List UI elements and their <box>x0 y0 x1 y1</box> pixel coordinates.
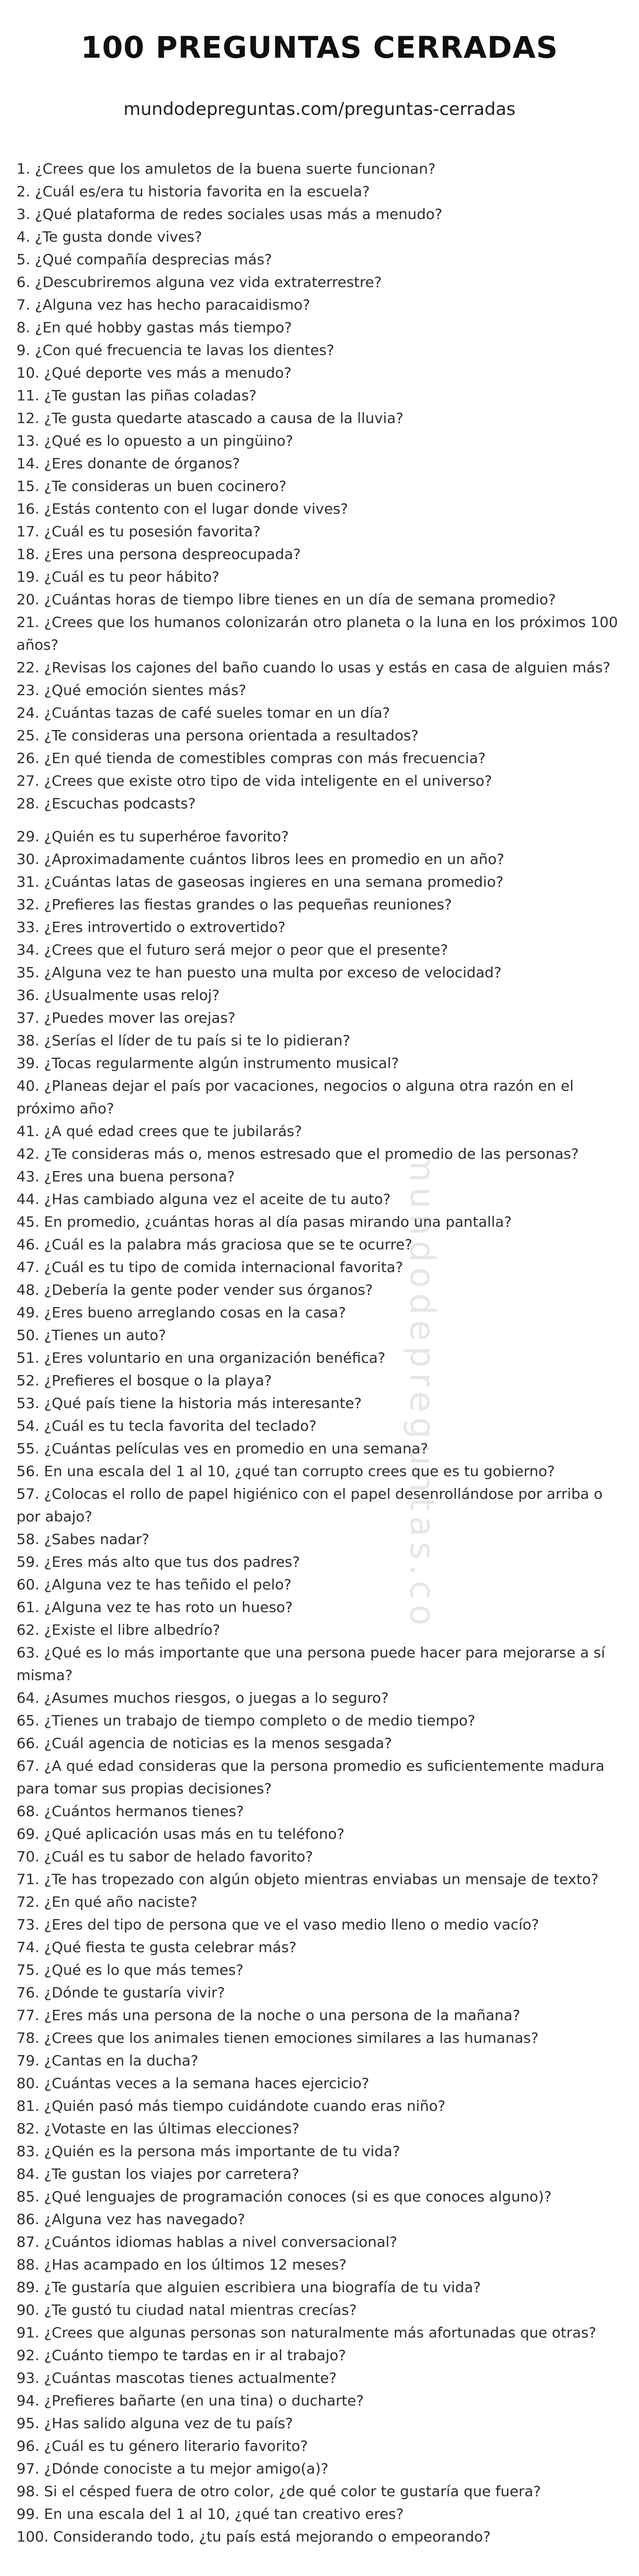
question-item: 90. ¿Te gustó tu ciudad natal mientras crecías? <box>16 2301 357 2318</box>
question-item: 6. ¿Descubriremos alguna vez vida extraterrestre? <box>16 274 382 291</box>
question-item: 63. ¿Qué es lo más importante que una persona puede hacer para mejorarse a sí misma? <box>16 1644 606 1684</box>
question-item: 53. ¿Qué país tiene la historia más interesante? <box>16 1395 362 1412</box>
question-item: 5. ¿Qué compañía desprecias más? <box>16 251 272 268</box>
question-item: 38. ¿Serías el líder de tu país si te lo pidieran? <box>16 1032 350 1049</box>
question-item: 8. ¿En qué hobby gastas más tiempo? <box>16 319 292 336</box>
question-item: 50. ¿Tienes un auto? <box>16 1327 166 1344</box>
question-item: 67. ¿A qué edad consideras que la persona promedio es suficientemente madura para tomar sus propias decisiones? <box>16 1757 605 1797</box>
question-item: 15. ¿Te consideras un buen cocinero? <box>16 478 287 495</box>
question-item: 75. ¿Qué es lo que más temes? <box>16 1961 244 1978</box>
question-item: 72. ¿En qué año naciste? <box>16 1893 197 1910</box>
question-item: 86. ¿Alguna vez has navegado? <box>16 2211 245 2228</box>
question-item: 78. ¿Crees que los animales tienen emociones similares a las humanas? <box>16 2029 539 2046</box>
question-item: 84. ¿Te gustan los viajes por carretera? <box>16 2165 299 2182</box>
watermark: mundodepreguntas.co <box>402 1149 442 1631</box>
question-item: 83. ¿Quién es la persona más importante de tu vida? <box>16 2143 400 2160</box>
question-item: 36. ¿Usualmente usas reloj? <box>16 987 220 1004</box>
question-item: 7. ¿Alguna vez has hecho paracaidismo? <box>16 296 311 313</box>
question-item: 48. ¿Debería la gente poder vender sus órganos? <box>16 1281 373 1298</box>
question-item: 85. ¿Qué lenguajes de programación conoces (si es que conoces alguno)? <box>16 2188 552 2205</box>
question-item: 66. ¿Cuál agencia de noticias es la menos sesgada? <box>16 1735 392 1752</box>
question-item: 81. ¿Quién pasó más tiempo cuidándote cuando eras niño? <box>16 2097 446 2114</box>
question-item: 3. ¿Qué plataforma de redes sociales usas más a menudo? <box>16 206 443 223</box>
question-item: 61. ¿Alguna vez te has roto un hueso? <box>16 1599 293 1616</box>
question-item: 33. ¿Eres introvertido o extrovertido? <box>16 919 286 936</box>
question-item: 93. ¿Cuántas mascotas tienes actualmente? <box>16 2369 337 2386</box>
question-item: 27. ¿Crees que existe otro tipo de vida inteligente en el universo? <box>16 772 492 789</box>
question-item: 30. ¿Aproximadamente cuántos libros lees en promedio en un año? <box>16 851 505 868</box>
question-item: 87. ¿Cuántos idiomas hablas a nivel conversacional? <box>16 2233 397 2250</box>
question-item: 82. ¿Votaste en las últimas elecciones? <box>16 2120 300 2137</box>
question-item: 25. ¿Te consideras una persona orientada a resultados? <box>16 727 419 744</box>
question-item: 97. ¿Dónde conociste a tu mejor amigo(a)? <box>16 2460 329 2477</box>
question-item: 64. ¿Asumes muchos riesgos, o juegas a lo seguro? <box>16 1689 389 1706</box>
question-item: 57. ¿Colocas el rollo de papel higiénico con el papel desenrollándose por arriba o por abajo? <box>16 1485 603 1525</box>
question-item: 11. ¿Te gustan las piñas coladas? <box>16 387 257 404</box>
question-item: 24. ¿Cuántas tazas de café sueles tomar en un día? <box>16 704 390 721</box>
question-item: 55. ¿Cuántas películas ves en promedio en una semana? <box>16 1440 428 1457</box>
question-item: 73. ¿Eres del tipo de persona que ve el vaso medio lleno o medio vacío? <box>16 1916 540 1933</box>
question-item: 10. ¿Qué deporte ves más a menudo? <box>16 364 292 381</box>
question-item: 77. ¿Eres más una persona de la noche o una persona de la mañana? <box>16 2007 520 2024</box>
question-item: 65. ¿Tienes un trabajo de tiempo completo o de medio tiempo? <box>16 1712 476 1729</box>
question-item: 4. ¿Te gusta donde vives? <box>16 228 203 245</box>
question-item: 43. ¿Eres una buena persona? <box>16 1168 235 1185</box>
question-item: 20. ¿Cuántas horas de tiempo libre tienes en un día de semana promedio? <box>16 591 556 608</box>
question-item: 94. ¿Prefieres bañarte (en una tina) o ducharte? <box>16 2392 364 2409</box>
question-item: 58. ¿Sabes nadar? <box>16 1531 149 1548</box>
question-item: 47. ¿Cuál es tu tipo de comida internacional favorita? <box>16 1259 403 1276</box>
question-item: 34. ¿Crees que el futuro será mejor o peor que el presente? <box>16 941 448 958</box>
question-item: 42. ¿Te consideras más o, menos estresado que el promedio de las personas? <box>16 1145 579 1162</box>
question-item: 32. ¿Prefieres las fiestas grandes o las pequeñas reuniones? <box>16 896 452 913</box>
question-item: 19. ¿Cuál es tu peor hábito? <box>16 568 220 585</box>
question-item: 9. ¿Con qué frecuencia te lavas los dientes? <box>16 342 334 359</box>
question-item: 69. ¿Qué aplicación usas más en tu teléfono? <box>16 1825 345 1842</box>
question-item: 76. ¿Dónde te gustaría vivir? <box>16 1984 225 2001</box>
question-item: 21. ¿Crees que los humanos colonizarán otro planeta o la luna en los próximos 100 años? <box>16 614 618 653</box>
question-item: 13. ¿Qué es lo opuesto a un pingüino? <box>16 432 293 449</box>
question-item: 12. ¿Te gusta quedarte atascado a causa de la lluvia? <box>16 410 403 427</box>
question-item: 16. ¿Estás contento con el lugar donde vives? <box>16 500 348 517</box>
question-item: 52. ¿Prefieres el bosque o la playa? <box>16 1372 272 1389</box>
page-title: 100 PREGUNTAS CERRADAS <box>80 30 559 65</box>
question-item: 23. ¿Qué emoción sientes más? <box>16 682 246 699</box>
question-item: 22. ¿Revisas los cajones del baño cuando lo usas y estás en casa de alguien más? <box>16 659 611 676</box>
question-item: 41. ¿A qué edad crees que te jubilarás? <box>16 1123 302 1140</box>
question-item: 1. ¿Crees que los amuletos de la buena suerte funcionan? <box>16 160 436 177</box>
question-item: 44. ¿Has cambiado alguna vez el aceite de tu auto? <box>16 1191 391 1208</box>
question-item: 54. ¿Cuál es tu tecla favorita del teclado? <box>16 1417 317 1434</box>
question-item: 46. ¿Cuál es la palabra más graciosa que se te ocurre? <box>16 1236 413 1253</box>
question-item: 70. ¿Cuál es tu sabor de helado favorito? <box>16 1848 313 1865</box>
question-item: 92. ¿Cuánto tiempo te tardas en ir al trabajo? <box>16 2347 346 2364</box>
question-item: 45. En promedio, ¿cuántas horas al día pasas mirando una pantalla? <box>16 1213 512 1230</box>
question-item: 14. ¿Eres donante de órganos? <box>16 455 240 472</box>
question-item: 59. ¿Eres más alto que tus dos padres? <box>16 1553 300 1570</box>
question-item: 29. ¿Quién es tu superhéroe favorito? <box>16 828 289 845</box>
page-subtitle: mundodepreguntas.com/preguntas-cerradas <box>123 99 516 120</box>
question-item: 40. ¿Planeas dejar el país por vacaciones, negocios o alguna otra razón en el próximo año? <box>16 1077 574 1117</box>
question-item: 35. ¿Alguna vez te han puesto una multa por exceso de velocidad? <box>16 964 502 981</box>
question-item: 37. ¿Puedes mover las orejas? <box>16 1009 236 1026</box>
question-item: 28. ¿Escuchas podcasts? <box>16 795 196 812</box>
question-item: 2. ¿Cuál es/era tu historia favorita en la escuela? <box>16 183 370 200</box>
question-item: 39. ¿Tocas regularmente algún instrumento musical? <box>16 1055 399 1072</box>
question-item: 71. ¿Te has tropezado con algún objeto mientras enviabas un mensaje de texto? <box>16 1871 599 1888</box>
question-item: 79. ¿Cantas en la ducha? <box>16 2052 198 2069</box>
question-item: 26. ¿En qué tienda de comestibles compras con más frecuencia? <box>16 750 486 767</box>
question-item: 62. ¿Existe el libre albedrío? <box>16 1621 221 1638</box>
question-item: 17. ¿Cuál es tu posesión favorita? <box>16 523 261 540</box>
question-item: 98. Si el césped fuera de otro color, ¿de qué color te gustaría que fuera? <box>16 2483 541 2500</box>
question-item: 56. En una escala del 1 al 10, ¿qué tan corrupto crees que es tu gobierno? <box>16 1463 555 1480</box>
question-item: 91. ¿Crees que algunas personas son naturalmente más afortunadas que otras? <box>16 2324 597 2341</box>
question-item: 95. ¿Has salido alguna vez de tu país? <box>16 2415 293 2432</box>
question-item: 31. ¿Cuántas latas de gaseosas ingieres en una semana promedio? <box>16 873 503 890</box>
question-item: 89. ¿Te gustaría que alguien escribiera una biografía de tu vida? <box>16 2279 481 2296</box>
question-item: 68. ¿Cuántos hermanos tienes? <box>16 1803 244 1820</box>
question-item: 74. ¿Qué fiesta te gusta celebrar más? <box>16 1939 297 1956</box>
question-list <box>16 158 625 2548</box>
question-item: 88. ¿Has acampado en los últimos 12 meses? <box>16 2256 347 2273</box>
question-item: 80. ¿Cuántas veces a la semana haces ejercicio? <box>16 2075 369 2092</box>
question-item: 100. Considerando todo, ¿tu país está mejorando o empeorando? <box>16 2528 491 2545</box>
question-item: 60. ¿Alguna vez te has teñido el pelo? <box>16 1576 292 1593</box>
question-item: 99. En una escala del 1 al 10, ¿qué tan creativo eres? <box>16 2505 404 2522</box>
question-item: 51. ¿Eres voluntario en una organización benéfica? <box>16 1349 385 1366</box>
question-item: 18. ¿Eres una persona despreocupada? <box>16 546 301 563</box>
question-item: 49. ¿Eres bueno arreglando cosas en la casa? <box>16 1304 346 1321</box>
question-item: 96. ¿Cuál es tu género literario favorito? <box>16 2437 308 2454</box>
